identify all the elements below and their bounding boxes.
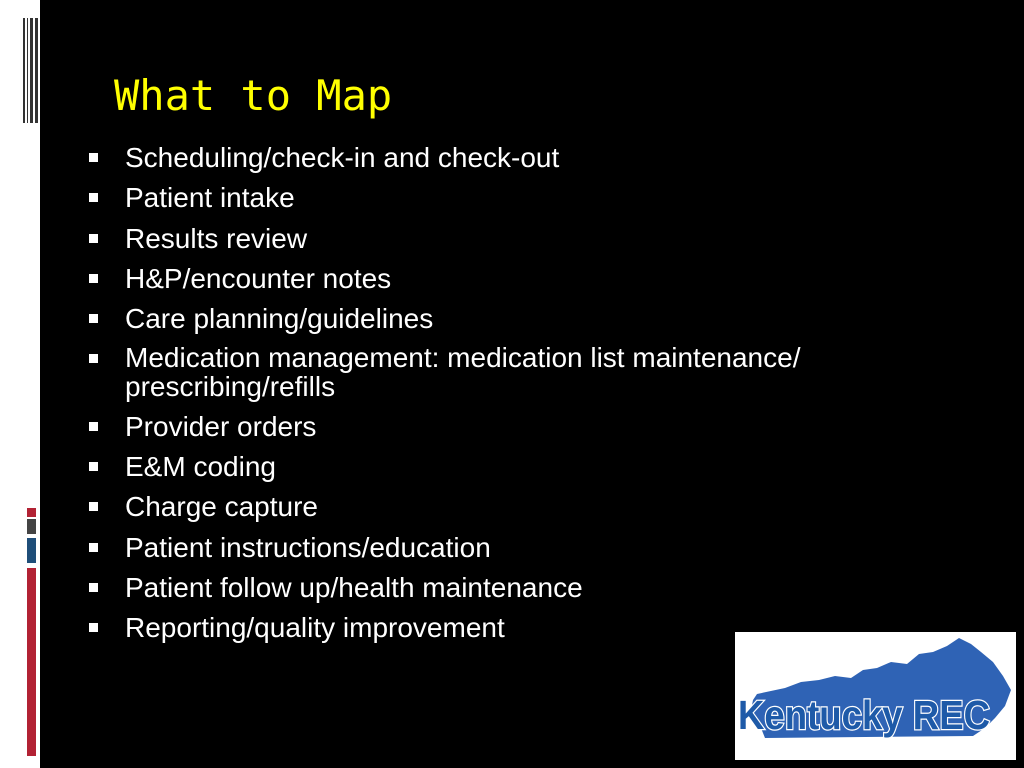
- kentucky-rec-logo: [735, 632, 1016, 760]
- square-bullet-icon: [89, 354, 98, 363]
- square-bullet-icon: [89, 502, 98, 511]
- list-item: [84, 491, 964, 522]
- list-item-text: Scheduling/check-in and check-out: [125, 142, 560, 173]
- left-decorative-strip: [0, 0, 40, 768]
- square-bullet-icon: [89, 623, 98, 632]
- bullet-list: [84, 142, 964, 653]
- list-item: [84, 182, 964, 213]
- list-item-text: E&M coding: [125, 451, 276, 483]
- list-item-text: Charge capture: [125, 491, 319, 523]
- square-bullet-icon: [89, 583, 98, 592]
- deco-bar-gray: [27, 519, 36, 534]
- square-bullet-icon: [89, 234, 98, 243]
- vertical-lines-ornament: [22, 18, 38, 123]
- list-item-text: H&P/encounter notes: [125, 262, 392, 294]
- deco-bar-red-small: [27, 508, 36, 517]
- list-item-text: Patient instructions/education: [125, 531, 491, 563]
- square-bullet-icon: [89, 153, 98, 162]
- list-item-text: Care planning/guidelines: [125, 303, 434, 335]
- list-item: [84, 223, 964, 254]
- list-item-text: Patient intake: [125, 182, 295, 214]
- list-item: [84, 142, 964, 173]
- list-item-text: Results review: [125, 222, 308, 254]
- list-item: [84, 343, 964, 401]
- list-item-text: Patient follow up/health maintenance: [125, 571, 583, 603]
- list-item: [84, 451, 964, 482]
- list-item: [84, 303, 964, 334]
- list-item: [84, 411, 964, 442]
- square-bullet-icon: [89, 193, 98, 202]
- slide-title: What to Map: [114, 71, 393, 120]
- list-item: [84, 263, 964, 294]
- deco-bar-blue: [27, 538, 36, 563]
- list-item-text: Provider orders: [125, 410, 317, 442]
- deco-bar-red-long: [27, 568, 36, 756]
- square-bullet-icon: [89, 462, 98, 471]
- logo-text: Kentucky REC: [738, 692, 990, 738]
- square-bullet-icon: [89, 274, 98, 283]
- kentucky-state-map-icon: [735, 632, 1016, 760]
- list-item: [84, 532, 964, 563]
- square-bullet-icon: [89, 314, 98, 323]
- square-bullet-icon: [89, 543, 98, 552]
- square-bullet-icon: [89, 422, 98, 431]
- list-item-text: Medication management: medication list maintenance/ prescribing/refills: [125, 342, 801, 403]
- list-item: [84, 572, 964, 603]
- list-item-text: Reporting/quality improvement: [125, 612, 505, 644]
